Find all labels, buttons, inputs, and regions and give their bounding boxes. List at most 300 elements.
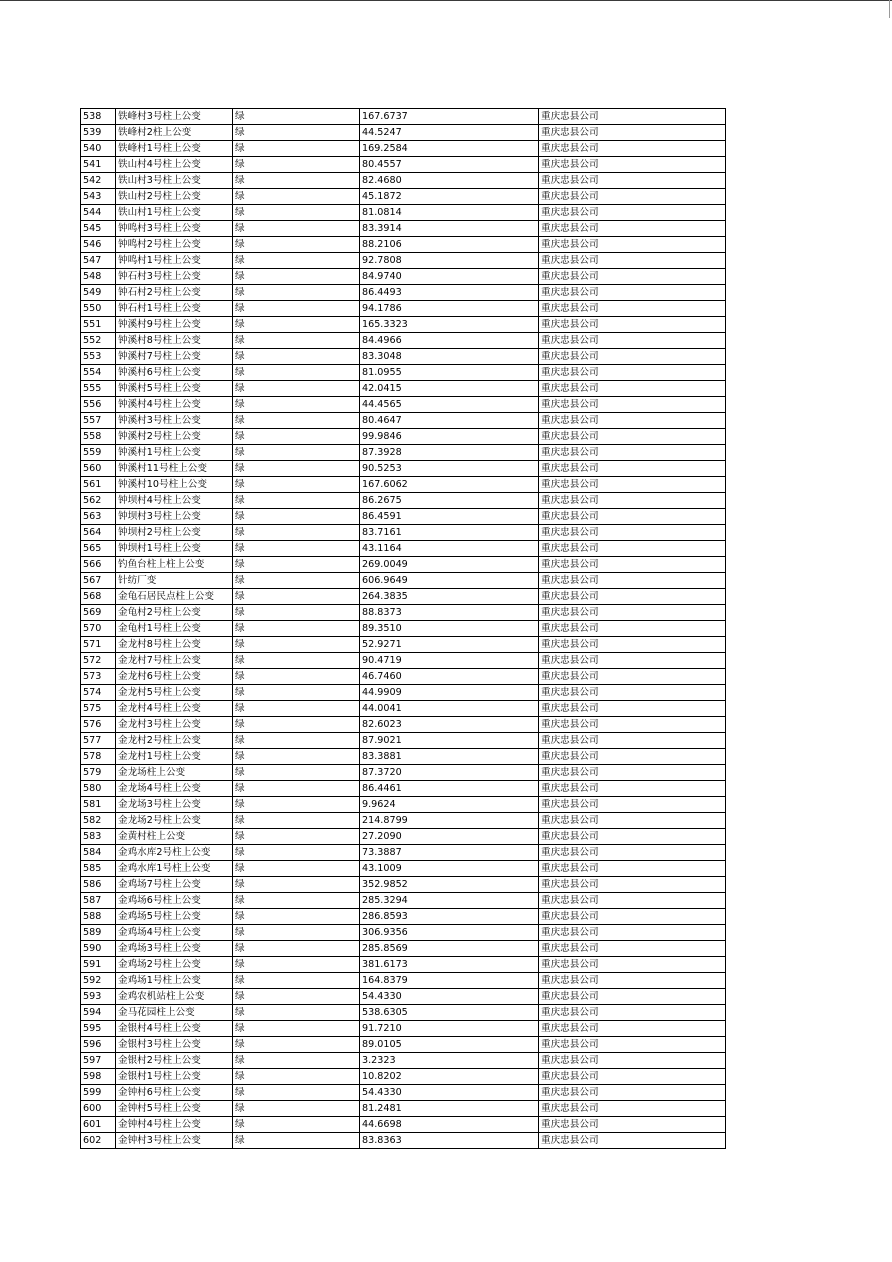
transformer-name-cell: 金鸡场4号柱上公变 bbox=[116, 925, 233, 941]
status-color-cell: 绿 bbox=[233, 685, 360, 701]
value-cell: 45.1872 bbox=[360, 189, 539, 205]
table-row bbox=[81, 797, 726, 813]
company-cell: 重庆忠县公司 bbox=[539, 1117, 726, 1133]
transformer-name-cell: 钟溪村8号柱上公变 bbox=[116, 333, 233, 349]
status-color-cell: 绿 bbox=[233, 1005, 360, 1021]
value-cell: 83.3048 bbox=[360, 349, 539, 365]
table-row bbox=[81, 317, 726, 333]
row-number-cell: 586 bbox=[81, 877, 116, 893]
row-number-cell: 542 bbox=[81, 173, 116, 189]
row-number-cell: 546 bbox=[81, 237, 116, 253]
company-cell: 重庆忠县公司 bbox=[539, 141, 726, 157]
row-number-cell: 588 bbox=[81, 909, 116, 925]
table-row bbox=[81, 781, 726, 797]
status-color-cell: 绿 bbox=[233, 557, 360, 573]
table-row bbox=[81, 573, 726, 589]
table-row bbox=[81, 861, 726, 877]
value-cell: 86.2675 bbox=[360, 493, 539, 509]
row-number-cell: 566 bbox=[81, 557, 116, 573]
company-cell: 重庆忠县公司 bbox=[539, 685, 726, 701]
company-cell: 重庆忠县公司 bbox=[539, 701, 726, 717]
status-color-cell: 绿 bbox=[233, 221, 360, 237]
status-color-cell: 绿 bbox=[233, 941, 360, 957]
transformer-name-cell: 钟溪村4号柱上公变 bbox=[116, 397, 233, 413]
value-cell: 43.1009 bbox=[360, 861, 539, 877]
table-row bbox=[81, 525, 726, 541]
row-number-cell: 567 bbox=[81, 573, 116, 589]
value-cell: 44.4565 bbox=[360, 397, 539, 413]
status-color-cell: 绿 bbox=[233, 333, 360, 349]
status-color-cell: 绿 bbox=[233, 861, 360, 877]
table-row bbox=[81, 925, 726, 941]
value-cell: 83.3914 bbox=[360, 221, 539, 237]
table-row bbox=[81, 701, 726, 717]
row-number-cell: 561 bbox=[81, 477, 116, 493]
table-row bbox=[81, 509, 726, 525]
company-cell: 重庆忠县公司 bbox=[539, 173, 726, 189]
row-number-cell: 552 bbox=[81, 333, 116, 349]
status-color-cell: 绿 bbox=[233, 541, 360, 557]
row-number-cell: 577 bbox=[81, 733, 116, 749]
company-cell: 重庆忠县公司 bbox=[539, 381, 726, 397]
row-number-cell: 563 bbox=[81, 509, 116, 525]
company-cell: 重庆忠县公司 bbox=[539, 653, 726, 669]
transformer-name-cell: 金龙场4号柱上公变 bbox=[116, 781, 233, 797]
table-row bbox=[81, 477, 726, 493]
transformer-name-cell: 铁峰村1号柱上公变 bbox=[116, 141, 233, 157]
value-cell: 169.2584 bbox=[360, 141, 539, 157]
row-number-cell: 555 bbox=[81, 381, 116, 397]
transformer-name-cell: 钟溪村11号柱上公变 bbox=[116, 461, 233, 477]
transformer-name-cell: 钟坝村2号柱上公变 bbox=[116, 525, 233, 541]
status-color-cell: 绿 bbox=[233, 1117, 360, 1133]
page-right-edge bbox=[889, 0, 890, 18]
status-color-cell: 绿 bbox=[233, 141, 360, 157]
row-number-cell: 592 bbox=[81, 973, 116, 989]
company-cell: 重庆忠县公司 bbox=[539, 669, 726, 685]
value-cell: 381.6173 bbox=[360, 957, 539, 973]
table-row bbox=[81, 1005, 726, 1021]
company-cell: 重庆忠县公司 bbox=[539, 269, 726, 285]
value-cell: 73.3887 bbox=[360, 845, 539, 861]
page-top-border bbox=[0, 0, 892, 1]
row-number-cell: 582 bbox=[81, 813, 116, 829]
row-number-cell: 575 bbox=[81, 701, 116, 717]
table-row bbox=[81, 941, 726, 957]
value-cell: 91.7210 bbox=[360, 1021, 539, 1037]
transformer-name-cell: 金龙村5号柱上公变 bbox=[116, 685, 233, 701]
transformer-name-cell: 钟鸣村2号柱上公变 bbox=[116, 237, 233, 253]
table-row bbox=[81, 909, 726, 925]
row-number-cell: 558 bbox=[81, 429, 116, 445]
transformer-name-cell: 金龙村6号柱上公变 bbox=[116, 669, 233, 685]
transformer-name-cell: 金银村4号柱上公变 bbox=[116, 1021, 233, 1037]
table-row bbox=[81, 205, 726, 221]
table-row bbox=[81, 301, 726, 317]
value-cell: 89.0105 bbox=[360, 1037, 539, 1053]
row-number-cell: 583 bbox=[81, 829, 116, 845]
row-number-cell: 587 bbox=[81, 893, 116, 909]
value-cell: 306.9356 bbox=[360, 925, 539, 941]
company-cell: 重庆忠县公司 bbox=[539, 333, 726, 349]
table-row bbox=[81, 669, 726, 685]
status-color-cell: 绿 bbox=[233, 669, 360, 685]
value-cell: 44.9909 bbox=[360, 685, 539, 701]
company-cell: 重庆忠县公司 bbox=[539, 749, 726, 765]
transformer-name-cell: 金龙村3号柱上公变 bbox=[116, 717, 233, 733]
value-cell: 87.3928 bbox=[360, 445, 539, 461]
row-number-cell: 581 bbox=[81, 797, 116, 813]
value-cell: 44.6698 bbox=[360, 1117, 539, 1133]
status-color-cell: 绿 bbox=[233, 509, 360, 525]
value-cell: 27.2090 bbox=[360, 829, 539, 845]
value-cell: 43.1164 bbox=[360, 541, 539, 557]
table-row bbox=[81, 733, 726, 749]
row-number-cell: 598 bbox=[81, 1069, 116, 1085]
status-color-cell: 绿 bbox=[233, 765, 360, 781]
company-cell: 重庆忠县公司 bbox=[539, 1005, 726, 1021]
status-color-cell: 绿 bbox=[233, 525, 360, 541]
transformer-name-cell: 金钟村4号柱上公变 bbox=[116, 1117, 233, 1133]
row-number-cell: 554 bbox=[81, 365, 116, 381]
row-number-cell: 549 bbox=[81, 285, 116, 301]
row-number-cell: 565 bbox=[81, 541, 116, 557]
status-color-cell: 绿 bbox=[233, 1021, 360, 1037]
status-color-cell: 绿 bbox=[233, 493, 360, 509]
transformer-name-cell: 铁山村4号柱上公变 bbox=[116, 157, 233, 173]
value-cell: 89.3510 bbox=[360, 621, 539, 637]
transformer-name-cell: 金银村1号柱上公变 bbox=[116, 1069, 233, 1085]
table-row bbox=[81, 173, 726, 189]
company-cell: 重庆忠县公司 bbox=[539, 493, 726, 509]
transformer-name-cell: 针纺厂变 bbox=[116, 573, 233, 589]
row-number-cell: 547 bbox=[81, 253, 116, 269]
value-cell: 90.4719 bbox=[360, 653, 539, 669]
table-row bbox=[81, 1133, 726, 1149]
value-cell: 88.8373 bbox=[360, 605, 539, 621]
company-cell: 重庆忠县公司 bbox=[539, 541, 726, 557]
company-cell: 重庆忠县公司 bbox=[539, 605, 726, 621]
status-color-cell: 绿 bbox=[233, 957, 360, 973]
row-number-cell: 600 bbox=[81, 1101, 116, 1117]
transformer-name-cell: 金龙村1号柱上公变 bbox=[116, 749, 233, 765]
company-cell: 重庆忠县公司 bbox=[539, 621, 726, 637]
table-row bbox=[81, 269, 726, 285]
status-color-cell: 绿 bbox=[233, 125, 360, 141]
table-row bbox=[81, 653, 726, 669]
table-row bbox=[81, 829, 726, 845]
company-cell: 重庆忠县公司 bbox=[539, 1053, 726, 1069]
row-number-cell: 564 bbox=[81, 525, 116, 541]
row-number-cell: 573 bbox=[81, 669, 116, 685]
status-color-cell: 绿 bbox=[233, 605, 360, 621]
row-number-cell: 597 bbox=[81, 1053, 116, 1069]
transformer-name-cell: 金鸡场6号柱上公变 bbox=[116, 893, 233, 909]
value-cell: 87.3720 bbox=[360, 765, 539, 781]
table-row bbox=[81, 381, 726, 397]
company-cell: 重庆忠县公司 bbox=[539, 573, 726, 589]
company-cell: 重庆忠县公司 bbox=[539, 477, 726, 493]
value-cell: 84.4966 bbox=[360, 333, 539, 349]
row-number-cell: 562 bbox=[81, 493, 116, 509]
transformer-name-cell: 金钟村5号柱上公变 bbox=[116, 1101, 233, 1117]
value-cell: 88.2106 bbox=[360, 237, 539, 253]
status-color-cell: 绿 bbox=[233, 477, 360, 493]
row-number-cell: 553 bbox=[81, 349, 116, 365]
table-row bbox=[81, 893, 726, 909]
value-cell: 3.2323 bbox=[360, 1053, 539, 1069]
row-number-cell: 596 bbox=[81, 1037, 116, 1053]
value-cell: 167.6737 bbox=[360, 109, 539, 125]
table-row bbox=[81, 157, 726, 173]
status-color-cell: 绿 bbox=[233, 813, 360, 829]
company-cell: 重庆忠县公司 bbox=[539, 1021, 726, 1037]
company-cell: 重庆忠县公司 bbox=[539, 941, 726, 957]
company-cell: 重庆忠县公司 bbox=[539, 909, 726, 925]
value-cell: 269.0049 bbox=[360, 557, 539, 573]
company-cell: 重庆忠县公司 bbox=[539, 893, 726, 909]
transformer-name-cell: 金钟村3号柱上公变 bbox=[116, 1133, 233, 1149]
status-color-cell: 绿 bbox=[233, 1053, 360, 1069]
transformer-name-cell: 金龙场柱上公变 bbox=[116, 765, 233, 781]
company-cell: 重庆忠县公司 bbox=[539, 845, 726, 861]
status-color-cell: 绿 bbox=[233, 909, 360, 925]
status-color-cell: 绿 bbox=[233, 285, 360, 301]
company-cell: 重庆忠县公司 bbox=[539, 829, 726, 845]
table-row bbox=[81, 877, 726, 893]
value-cell: 94.1786 bbox=[360, 301, 539, 317]
company-cell: 重庆忠县公司 bbox=[539, 461, 726, 477]
row-number-cell: 557 bbox=[81, 413, 116, 429]
table-row bbox=[81, 989, 726, 1005]
table-row bbox=[81, 685, 726, 701]
transformer-name-cell: 金鸡水库1号柱上公变 bbox=[116, 861, 233, 877]
row-number-cell: 538 bbox=[81, 109, 116, 125]
transformer-name-cell: 金龟石居民点柱上公变 bbox=[116, 589, 233, 605]
value-cell: 54.4330 bbox=[360, 989, 539, 1005]
table-row bbox=[81, 125, 726, 141]
row-number-cell: 568 bbox=[81, 589, 116, 605]
table-row bbox=[81, 765, 726, 781]
value-cell: 285.8569 bbox=[360, 941, 539, 957]
table-row bbox=[81, 397, 726, 413]
transformer-name-cell: 金马花园柱上公变 bbox=[116, 1005, 233, 1021]
company-cell: 重庆忠县公司 bbox=[539, 221, 726, 237]
value-cell: 86.4591 bbox=[360, 509, 539, 525]
transformer-name-cell: 钓鱼台柱上柱上公变 bbox=[116, 557, 233, 573]
company-cell: 重庆忠县公司 bbox=[539, 125, 726, 141]
transformer-name-cell: 钟溪村7号柱上公变 bbox=[116, 349, 233, 365]
status-color-cell: 绿 bbox=[233, 301, 360, 317]
row-number-cell: 579 bbox=[81, 765, 116, 781]
row-number-cell: 601 bbox=[81, 1117, 116, 1133]
value-cell: 52.9271 bbox=[360, 637, 539, 653]
transformer-name-cell: 铁山村2号柱上公变 bbox=[116, 189, 233, 205]
company-cell: 重庆忠县公司 bbox=[539, 557, 726, 573]
row-number-cell: 560 bbox=[81, 461, 116, 477]
transformer-name-cell: 钟溪村10号柱上公变 bbox=[116, 477, 233, 493]
transformer-name-cell: 钟溪村5号柱上公变 bbox=[116, 381, 233, 397]
status-color-cell: 绿 bbox=[233, 365, 360, 381]
status-color-cell: 绿 bbox=[233, 701, 360, 717]
status-color-cell: 绿 bbox=[233, 653, 360, 669]
row-number-cell: 545 bbox=[81, 221, 116, 237]
transformer-name-cell: 金龙村8号柱上公变 bbox=[116, 637, 233, 653]
transformer-name-cell: 钟溪村2号柱上公变 bbox=[116, 429, 233, 445]
table-row bbox=[81, 541, 726, 557]
value-cell: 44.0041 bbox=[360, 701, 539, 717]
status-color-cell: 绿 bbox=[233, 573, 360, 589]
status-color-cell: 绿 bbox=[233, 1085, 360, 1101]
transformer-name-cell: 金龟村1号柱上公变 bbox=[116, 621, 233, 637]
transformer-name-cell: 金龙场2号柱上公变 bbox=[116, 813, 233, 829]
value-cell: 83.7161 bbox=[360, 525, 539, 541]
row-number-cell: 541 bbox=[81, 157, 116, 173]
row-number-cell: 589 bbox=[81, 925, 116, 941]
table-row bbox=[81, 557, 726, 573]
value-cell: 99.9846 bbox=[360, 429, 539, 445]
status-color-cell: 绿 bbox=[233, 189, 360, 205]
transformer-name-cell: 钟溪村6号柱上公变 bbox=[116, 365, 233, 381]
value-cell: 81.0955 bbox=[360, 365, 539, 381]
company-cell: 重庆忠县公司 bbox=[539, 1133, 726, 1149]
transformer-name-cell: 金鸡场2号柱上公变 bbox=[116, 957, 233, 973]
company-cell: 重庆忠县公司 bbox=[539, 429, 726, 445]
company-cell: 重庆忠县公司 bbox=[539, 189, 726, 205]
row-number-cell: 540 bbox=[81, 141, 116, 157]
table-row bbox=[81, 605, 726, 621]
table-row bbox=[81, 589, 726, 605]
company-cell: 重庆忠县公司 bbox=[539, 237, 726, 253]
table-row bbox=[81, 413, 726, 429]
company-cell: 重庆忠县公司 bbox=[539, 637, 726, 653]
company-cell: 重庆忠县公司 bbox=[539, 301, 726, 317]
company-cell: 重庆忠县公司 bbox=[539, 781, 726, 797]
company-cell: 重庆忠县公司 bbox=[539, 525, 726, 541]
table-row bbox=[81, 1021, 726, 1037]
status-color-cell: 绿 bbox=[233, 589, 360, 605]
table-row bbox=[81, 461, 726, 477]
table-row bbox=[81, 333, 726, 349]
value-cell: 606.9649 bbox=[360, 573, 539, 589]
transformer-name-cell: 铁峰村3号柱上公变 bbox=[116, 109, 233, 125]
value-cell: 82.4680 bbox=[360, 173, 539, 189]
status-color-cell: 绿 bbox=[233, 973, 360, 989]
status-color-cell: 绿 bbox=[233, 893, 360, 909]
status-color-cell: 绿 bbox=[233, 381, 360, 397]
value-cell: 10.8202 bbox=[360, 1069, 539, 1085]
table-row bbox=[81, 493, 726, 509]
table-row bbox=[81, 189, 726, 205]
company-cell: 重庆忠县公司 bbox=[539, 861, 726, 877]
table-row bbox=[81, 141, 726, 157]
status-color-cell: 绿 bbox=[233, 269, 360, 285]
table-row bbox=[81, 429, 726, 445]
table-row bbox=[81, 845, 726, 861]
status-color-cell: 绿 bbox=[233, 989, 360, 1005]
row-number-cell: 599 bbox=[81, 1085, 116, 1101]
value-cell: 167.6062 bbox=[360, 477, 539, 493]
row-number-cell: 559 bbox=[81, 445, 116, 461]
row-number-cell: 571 bbox=[81, 637, 116, 653]
status-color-cell: 绿 bbox=[233, 1101, 360, 1117]
company-cell: 重庆忠县公司 bbox=[539, 413, 726, 429]
table-row bbox=[81, 621, 726, 637]
row-number-cell: 556 bbox=[81, 397, 116, 413]
row-number-cell: 572 bbox=[81, 653, 116, 669]
table-row bbox=[81, 221, 726, 237]
transformer-name-cell: 金龙村4号柱上公变 bbox=[116, 701, 233, 717]
value-cell: 264.3835 bbox=[360, 589, 539, 605]
company-cell: 重庆忠县公司 bbox=[539, 925, 726, 941]
value-cell: 83.8363 bbox=[360, 1133, 539, 1149]
table-row bbox=[81, 1037, 726, 1053]
status-color-cell: 绿 bbox=[233, 157, 360, 173]
transformer-name-cell: 金龙村2号柱上公变 bbox=[116, 733, 233, 749]
row-number-cell: 548 bbox=[81, 269, 116, 285]
company-cell: 重庆忠县公司 bbox=[539, 797, 726, 813]
status-color-cell: 绿 bbox=[233, 253, 360, 269]
transformer-name-cell: 钟石村2号柱上公变 bbox=[116, 285, 233, 301]
transformer-name-cell: 金银村3号柱上公变 bbox=[116, 1037, 233, 1053]
status-color-cell: 绿 bbox=[233, 877, 360, 893]
row-number-cell: 580 bbox=[81, 781, 116, 797]
company-cell: 重庆忠县公司 bbox=[539, 205, 726, 221]
company-cell: 重庆忠县公司 bbox=[539, 1101, 726, 1117]
row-number-cell: 584 bbox=[81, 845, 116, 861]
table-row bbox=[81, 813, 726, 829]
value-cell: 352.9852 bbox=[360, 877, 539, 893]
row-number-cell: 591 bbox=[81, 957, 116, 973]
table-row bbox=[81, 1085, 726, 1101]
transformer-name-cell: 金鸡场3号柱上公变 bbox=[116, 941, 233, 957]
company-cell: 重庆忠县公司 bbox=[539, 1069, 726, 1085]
transformer-name-cell: 钟溪村9号柱上公变 bbox=[116, 317, 233, 333]
value-cell: 54.4330 bbox=[360, 1085, 539, 1101]
transformer-name-cell: 金鸡场5号柱上公变 bbox=[116, 909, 233, 925]
company-cell: 重庆忠县公司 bbox=[539, 253, 726, 269]
table-body bbox=[81, 109, 726, 1149]
value-cell: 84.9740 bbox=[360, 269, 539, 285]
table-row bbox=[81, 637, 726, 653]
status-color-cell: 绿 bbox=[233, 317, 360, 333]
row-number-cell: 544 bbox=[81, 205, 116, 221]
company-cell: 重庆忠县公司 bbox=[539, 973, 726, 989]
company-cell: 重庆忠县公司 bbox=[539, 733, 726, 749]
table-row bbox=[81, 285, 726, 301]
row-number-cell: 570 bbox=[81, 621, 116, 637]
row-number-cell: 585 bbox=[81, 861, 116, 877]
value-cell: 83.3881 bbox=[360, 749, 539, 765]
data-table bbox=[80, 108, 726, 1149]
value-cell: 86.4461 bbox=[360, 781, 539, 797]
status-color-cell: 绿 bbox=[233, 749, 360, 765]
transformer-name-cell: 钟坝村3号柱上公变 bbox=[116, 509, 233, 525]
company-cell: 重庆忠县公司 bbox=[539, 109, 726, 125]
value-cell: 81.0814 bbox=[360, 205, 539, 221]
status-color-cell: 绿 bbox=[233, 797, 360, 813]
value-cell: 86.4493 bbox=[360, 285, 539, 301]
value-cell: 82.6023 bbox=[360, 717, 539, 733]
status-color-cell: 绿 bbox=[233, 461, 360, 477]
transformer-name-cell: 钟坝村4号柱上公变 bbox=[116, 493, 233, 509]
transformer-name-cell: 钟鸣村3号柱上公变 bbox=[116, 221, 233, 237]
company-cell: 重庆忠县公司 bbox=[539, 157, 726, 173]
status-color-cell: 绿 bbox=[233, 205, 360, 221]
status-color-cell: 绿 bbox=[233, 413, 360, 429]
value-cell: 286.8593 bbox=[360, 909, 539, 925]
table-row bbox=[81, 749, 726, 765]
